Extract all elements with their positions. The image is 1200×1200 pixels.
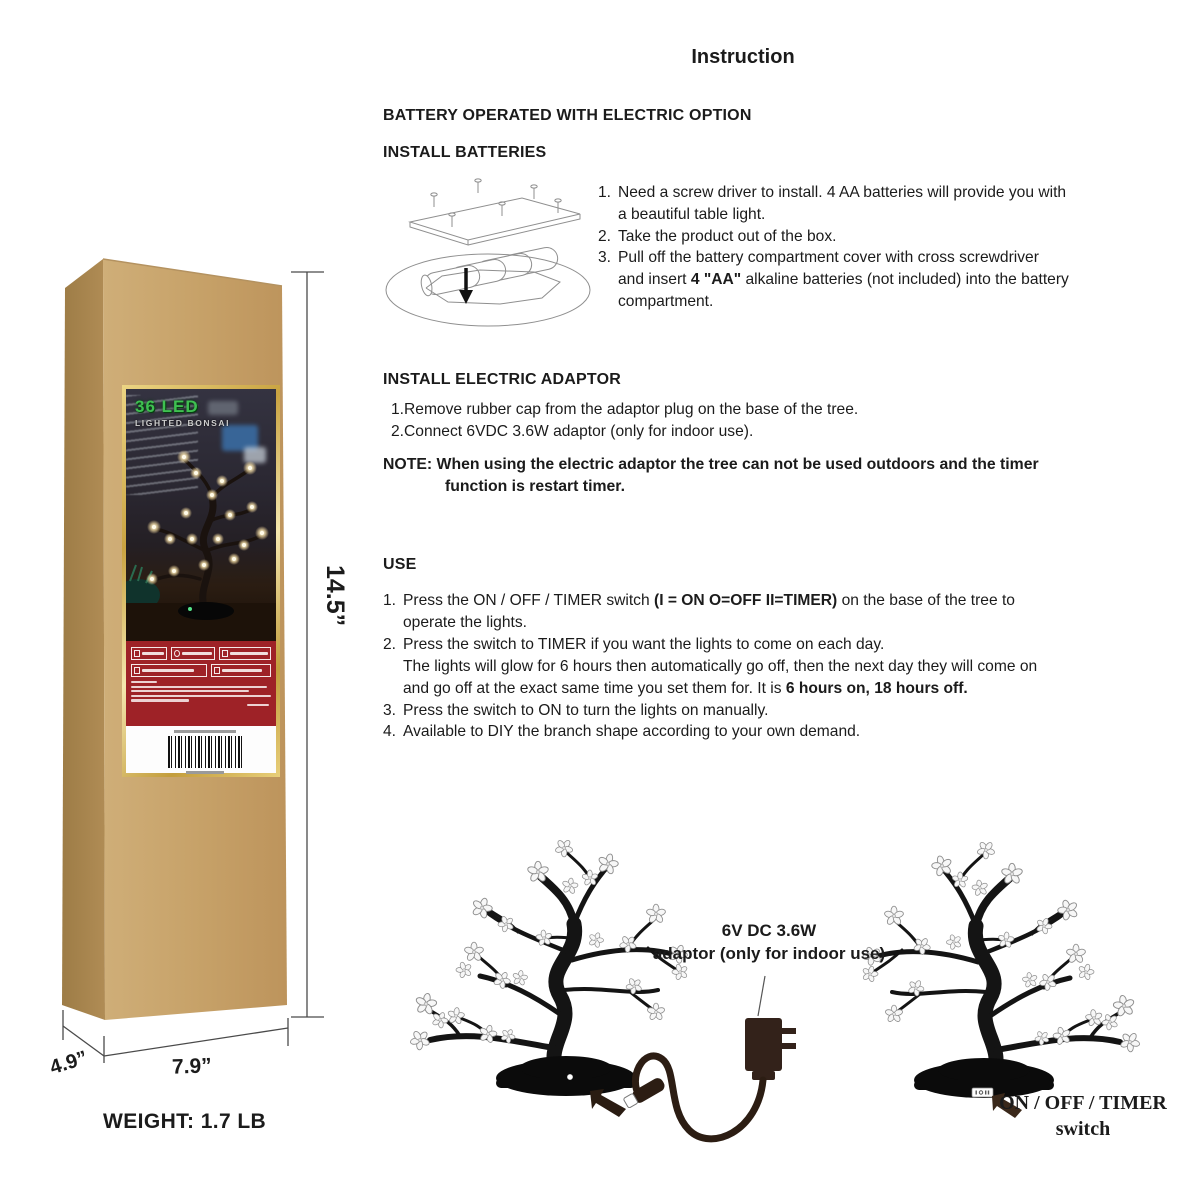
use-item-2-line-3: and go off at the exact same time you set them for. It is 6 hours on, 18 hours off.	[403, 679, 968, 697]
use-list	[383, 590, 1148, 743]
adaptor-cord	[635, 1056, 763, 1139]
timer-icon	[131, 664, 207, 677]
page-title: Instruction	[691, 46, 795, 68]
note-block	[383, 454, 1153, 498]
battery-count-icon	[131, 647, 167, 660]
label-red-info-panel	[126, 641, 276, 726]
adaptor-item-2: 2.Connect 6VDC 3.6W adaptor (only for indoor use).	[391, 423, 754, 440]
box-width-dimension: 7.9”	[171, 1054, 213, 1079]
switch-label-line-2: switch	[1055, 1118, 1111, 1140]
label-icon-row-2	[131, 664, 271, 677]
install-batteries-list	[598, 182, 1158, 313]
use-item-1-line-1: 1. Press the ON / OFF / TIMER switch (I = ON O=OFF II=TIMER) on the base of the tree to	[383, 592, 1015, 609]
label-fine-print-line	[131, 695, 271, 697]
box-weight: WEIGHT: 1.7 LB	[103, 1110, 267, 1133]
section-heading-use: USE	[383, 556, 417, 573]
box-product-label	[122, 385, 280, 777]
use-item-3: 3. Press the switch to ON to turn the lights on manually.	[383, 701, 769, 719]
adaptor-icon	[211, 664, 271, 677]
label-fine-print-line	[131, 690, 249, 692]
use-item-1-line-2: operate the lights.	[403, 613, 527, 631]
barcode	[168, 736, 242, 768]
size-icon	[171, 647, 215, 660]
indoor-use-icon	[219, 647, 271, 660]
switch-label	[995, 1090, 1171, 1142]
use-item-4: 4. Available to DIY the branch shape according to your own demand.	[383, 723, 861, 741]
use-item-2-line-1: 2. Press the switch to TIMER if you want the lights to come on each day.	[383, 635, 885, 653]
label-icon-row-1	[131, 647, 271, 660]
label-product-photo	[126, 389, 276, 641]
label-led-count: 36 LED	[135, 397, 199, 416]
barcode-text-bottom	[186, 771, 224, 774]
label-fine-print-line	[131, 681, 157, 683]
adaptor-label-line-1: 6V DC 3.6W	[721, 921, 817, 940]
adaptor-label-line-2: adaptor (only for indoor use)	[652, 944, 886, 963]
box-depth-dimension: 4.9”	[47, 1046, 91, 1080]
bonsai-tree-right	[859, 837, 1144, 1118]
adaptor-item-1: 1.Remove rubber cap from the adaptor plug on the base of the tree.	[391, 401, 859, 418]
label-fine-print-line	[131, 686, 267, 688]
switch-label-line-1: ON / OFF / TIMER	[999, 1092, 1167, 1114]
use-item-2-line-2: The lights will glow for 6 hours then automatically go off, then the next day they will come on	[403, 657, 1038, 675]
adaptor-prong-top	[782, 1028, 796, 1034]
on-off-timer-switch	[972, 1088, 993, 1097]
adaptor-body	[745, 1018, 782, 1071]
battery-item-1-line-1: 1. Need a screw driver to install. 4 AA batteries will provide you with	[598, 184, 1067, 201]
plug-in-arrow	[590, 1089, 626, 1117]
note-line-1: NOTE: When using the electric adaptor the tree can not be used outdoors and the timer	[383, 456, 1039, 473]
install-adaptor-list	[391, 399, 1151, 443]
battery-item-1-line-2: a beautiful table light.	[618, 205, 766, 223]
adaptor-prong-bottom	[782, 1043, 796, 1049]
label-barcode-panel	[126, 726, 276, 773]
section-heading-battery-option: BATTERY OPERATED WITH ELECTRIC OPTION	[383, 107, 752, 124]
battery-item-3-line-3: compartment.	[618, 292, 714, 310]
box-side-face	[62, 259, 105, 1020]
battery-item-3-line-1: 3. Pull off the battery compartment cover with cross screwdriver	[598, 249, 1039, 267]
label-fine-print-line	[247, 704, 269, 706]
adaptor-socket-dot	[567, 1074, 573, 1080]
battery-item-3-line-2: and insert 4 "AA" alkaline batteries (not included) into the battery	[618, 271, 1069, 289]
label-product-name: LIGHTED BONSAI	[135, 418, 231, 428]
battery-item-2: 2. Take the product out of the box.	[598, 227, 837, 245]
label-fine-print-line	[131, 699, 189, 701]
note-line-2: function is restart timer.	[445, 478, 625, 495]
box-height-dimension: 14.5”	[321, 565, 349, 627]
adaptor-pointer-line	[758, 976, 765, 1016]
section-heading-install-adaptor: INSTALL ELECTRIC ADAPTOR	[383, 371, 621, 388]
section-heading-install-batteries: INSTALL BATTERIES	[383, 144, 547, 161]
adaptor-label	[640, 919, 898, 965]
barcode-text-top	[174, 730, 236, 733]
